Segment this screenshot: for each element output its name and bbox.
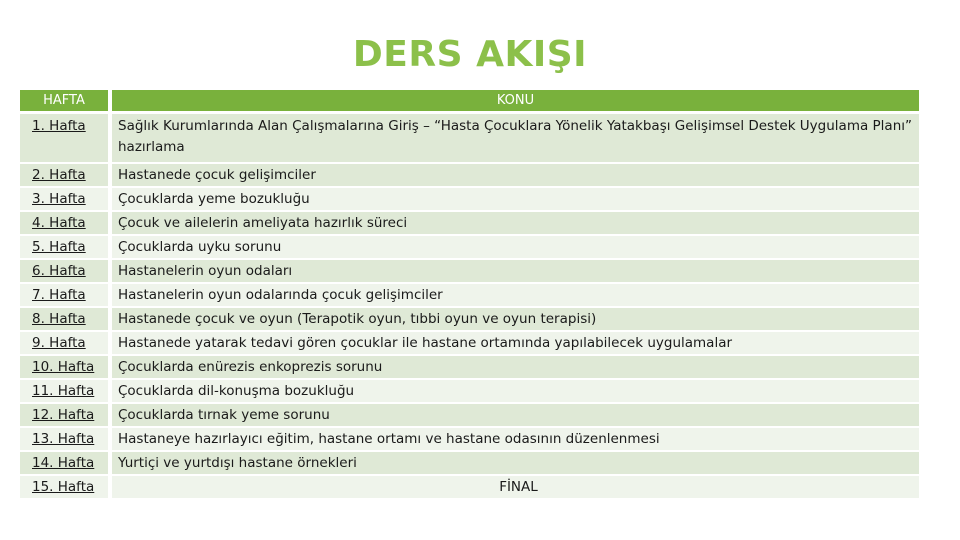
topic-cell: Sağlık Kurumlarında Alan Çalışmalarına Giriş – “Hasta Çocuklara Yönelik Yatakbaşı Gelişimsel Destek Uygulama Planı” hazırlama (112, 114, 919, 164)
topic-cell: Çocuk ve ailelerin ameliyata hazırlık süreci (112, 212, 919, 236)
page-title: DERS AKIŞI (352, 34, 588, 75)
week-link[interactable]: 10. Hafta (20, 356, 112, 380)
table-row (20, 188, 919, 212)
week-link[interactable]: 4. Hafta (20, 212, 112, 236)
topic-cell: Çocuklarda tırnak yeme sorunu (112, 404, 919, 428)
table-row (20, 308, 919, 332)
week-link[interactable]: 1. Hafta (20, 114, 112, 164)
topic-cell: Çocuklarda yeme bozukluğu (112, 188, 919, 212)
header-topic: KONU (112, 90, 919, 114)
topic-cell: Çocuklarda dil-konuşma bozukluğu (112, 380, 919, 404)
table-row (20, 236, 919, 260)
table-row (20, 428, 919, 452)
table-row (20, 452, 919, 476)
header-week: HAFTA (20, 90, 112, 114)
table-row (20, 260, 919, 284)
table-row (20, 404, 919, 428)
table-row (20, 212, 919, 236)
table-row (20, 476, 919, 500)
week-link[interactable]: 13. Hafta (20, 428, 112, 452)
week-link[interactable]: 15. Hafta (20, 476, 112, 500)
topic-cell: Hastanelerin oyun odalarında çocuk gelişimciler (112, 284, 919, 308)
topic-cell: Çocuklarda enürezis enkoprezis sorunu (112, 356, 919, 380)
topic-cell: Hastanede çocuk ve oyun (Terapotik oyun, tıbbi oyun ve oyun terapisi) (112, 308, 919, 332)
topic-cell: Hastanede yatarak tedavi gören çocuklar ile hastane ortamında yapılabilecek uygulamalar (112, 332, 919, 356)
topic-cell: Hastanelerin oyun odaları (112, 260, 919, 284)
week-link[interactable]: 2. Hafta (20, 164, 112, 188)
week-link[interactable]: 14. Hafta (20, 452, 112, 476)
table-row (20, 356, 919, 380)
week-link[interactable]: 9. Hafta (20, 332, 112, 356)
table-row (20, 284, 919, 308)
table-row (20, 380, 919, 404)
week-link[interactable]: 12. Hafta (20, 404, 112, 428)
course-schedule-table (20, 90, 919, 500)
topic-cell-final: FİNAL (112, 476, 919, 500)
week-link[interactable]: 7. Hafta (20, 284, 112, 308)
table-row (20, 332, 919, 356)
topic-cell: Çocuklarda uyku sorunu (112, 236, 919, 260)
topic-cell: Hastanede çocuk gelişimciler (112, 164, 919, 188)
week-link[interactable]: 6. Hafta (20, 260, 112, 284)
table-row (20, 114, 919, 164)
topic-cell: Yurtiçi ve yurtdışı hastane örnekleri (112, 452, 919, 476)
topic-cell: Hastaneye hazırlayıcı eğitim, hastane ortamı ve hastane odasının düzenlenmesi (112, 428, 919, 452)
week-link[interactable]: 3. Hafta (20, 188, 112, 212)
week-link[interactable]: 8. Hafta (20, 308, 112, 332)
week-link[interactable]: 5. Hafta (20, 236, 112, 260)
table-row (20, 164, 919, 188)
week-link[interactable]: 11. Hafta (20, 380, 112, 404)
table-header-row (20, 90, 919, 114)
